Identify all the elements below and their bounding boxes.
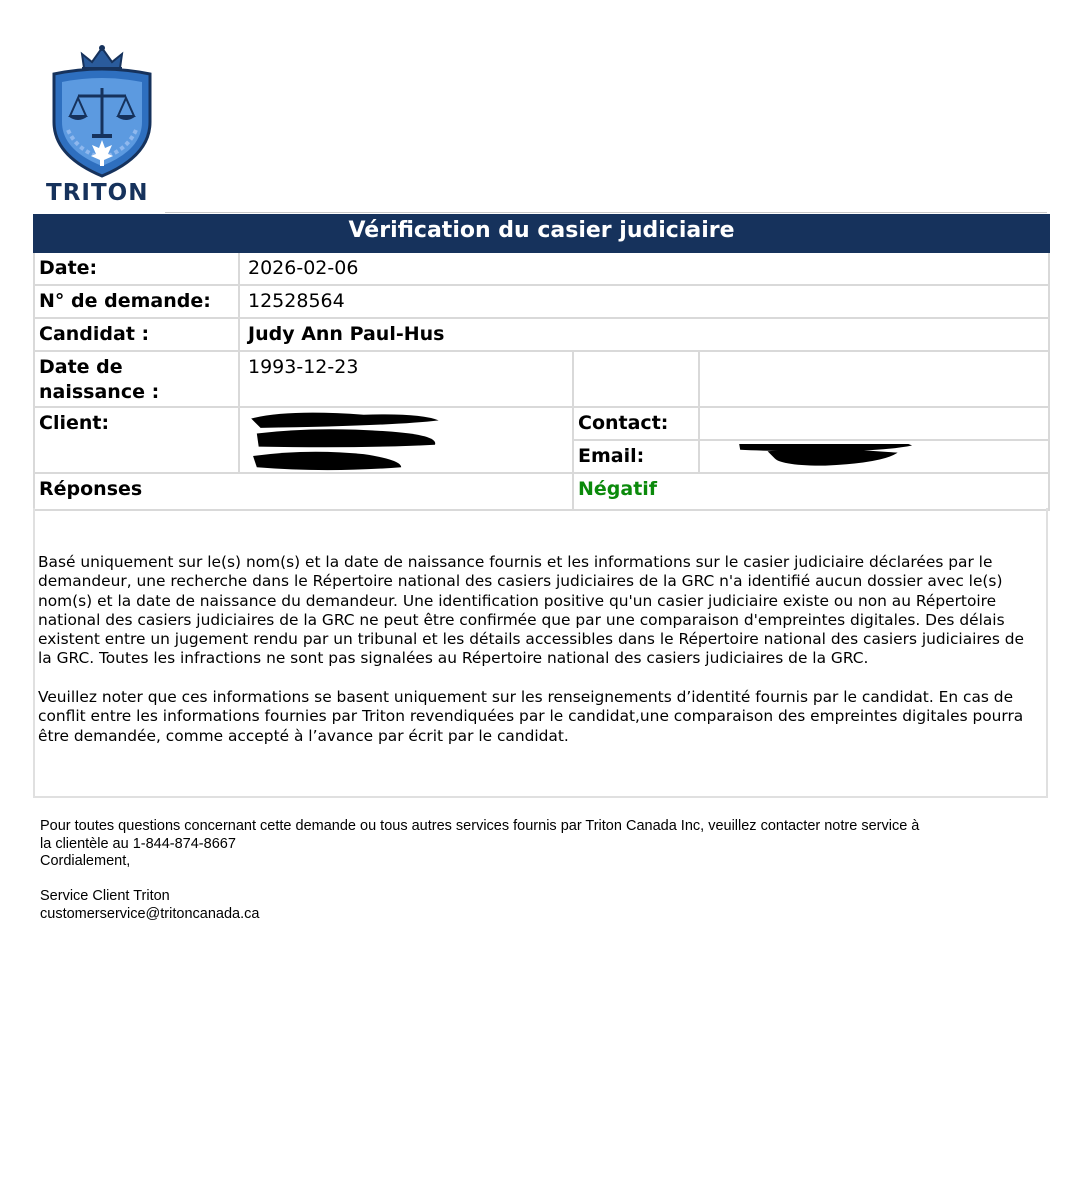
footer: [40, 818, 1030, 924]
report-title: Vérification du casier judiciaire: [34, 215, 1049, 252]
client-label: Client:: [34, 407, 239, 473]
empty-cell: [699, 351, 1049, 407]
email-value-redacted: [699, 440, 1049, 473]
notice-paragraph-2: Veuillez noter que ces informations se basent uniquement sur les renseignements d’identité fournis par le candidat. En cas de conflit entre les informations fournies par Triton revendiquées par le candidat,une comparaison des empreintes digitales pourra être demandée, comme accepté à l’avance par écrit par le candidat.: [38, 688, 1024, 745]
footer-spacer: [40, 871, 1030, 889]
request-number-value: 12528564: [239, 285, 1049, 318]
email-label: Email:: [573, 440, 699, 473]
date-value: 2026-02-06: [239, 252, 1049, 285]
footer-signature: Service Client Triton: [40, 888, 170, 905]
triton-logo: [40, 44, 165, 212]
footer-line: Pour toutes questions concernant cette demande ou tous autres services fournis par Triton Canada Inc, veuillez contacter notre service à: [40, 818, 920, 834]
candidate-label: Candidat :: [34, 318, 239, 351]
dob-value: 1993-12-23: [239, 351, 573, 407]
dob-label-line1: Date de: [39, 356, 123, 378]
redaction-mark: [704, 444, 954, 470]
dob-label: [34, 351, 239, 407]
request-number-label: N° de demande:: [34, 285, 239, 318]
logo-divider: [165, 212, 1047, 213]
contact-label: Contact:: [573, 407, 699, 440]
verification-table: [33, 214, 1050, 511]
responses-label: Réponses: [34, 473, 573, 510]
footer-email: customerservice@tritoncanada.ca: [40, 905, 260, 922]
footer-line: la clientèle au 1-844-874-8667: [40, 835, 236, 852]
date-label: Date:: [34, 252, 239, 285]
dob-label-line2: naissance :: [39, 381, 160, 403]
footer-closing: Cordialement,: [40, 853, 131, 870]
candidate-value: Judy Ann Paul-Hus: [239, 318, 1049, 351]
logo-wordmark: TRITON: [46, 180, 149, 206]
contact-value: [699, 407, 1049, 440]
empty-cell: [573, 351, 699, 407]
shield-crest-icon: [46, 44, 158, 180]
client-value-redacted: [239, 407, 573, 473]
responses-value: Négatif: [573, 473, 1049, 510]
notice-paragraph-1: Basé uniquement sur le(s) nom(s) et la date de naissance fournis et les informations sur le casier judiciaire déclarées par le demandeur, une recherche dans le Répertoire national des casiers judiciaires de la GRC n'a identifié aucun dossier avec le(s) nom(s) et la date de naissance du demandeur. Une identification positive qu'un casier judiciaire existe ou non au Répertoire national des casiers judiciaires de la GRC ne peut être confirmée que par une comparaison d'empreintes digitales. Des délais existent entre un jugement rendu par un tribunal et les détails accessibles dans le Répertoire national des casiers judiciaires de la GRC. Toutes les infractions ne sont pas signalées au Répertoire national des casiers judiciaires de la GRC.: [38, 553, 1025, 668]
redaction-mark: [244, 411, 474, 471]
